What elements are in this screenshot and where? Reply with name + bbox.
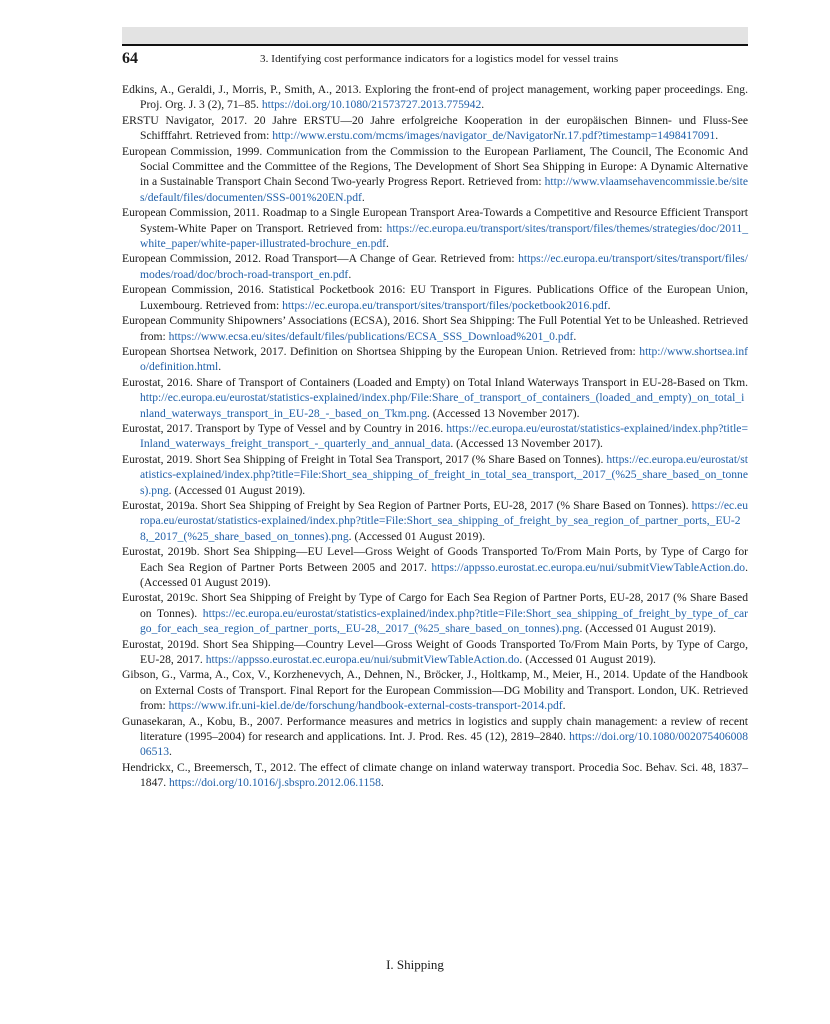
reference-text: European Shortsea Network, 2017. Definition on Shortsea Shipping by the European Union. Retrieved from: (122, 344, 640, 358)
reference-text: European Community Shipowners’ Associations (ECSA), 2016. Short Sea Shipping: The Full Potential Yet to be Unleashed. Retrieved from: (122, 314, 748, 343)
reference-link[interactable]: https://ec.europa.eu/transport/sites/transport/files/pocketbook2016.pdf (282, 298, 608, 312)
reference-link[interactable]: http://ec.europa.eu/eurostat/statistics-explained/index.php/File:Share_of_transport_of_containers_(loaded_and_empty)_on_total_inland_waterways_transport_in_EU-28_-_based_on_Tkm.png (140, 391, 745, 420)
reference-text: Eurostat, 2019b. Short Sea Shipping—EU Level—Gross Weight of Goods Transported To/From Main Ports, by Type of Cargo for Each Sea Region of Partner Ports Between 2005 and 2017. (122, 545, 748, 574)
reference-text: ERSTU Navigator, 2017. 20 Jahre ERSTU—20 Jahre erfolgreiche Kooperation in der europäischen Binnen- und Fluss-See Schifffahrt. Retrieved from: (122, 113, 748, 143)
reference-entry (122, 637, 748, 668)
footer-section-label: I. Shipping (386, 957, 444, 972)
reference-suffix: . (Accessed 13 November 2017). (426, 406, 580, 420)
reference-suffix: . (Accessed 01 August 2019). (579, 622, 717, 636)
reference-text: European Commission, 2016. Statistical Pocketbook 2016: EU Transport in Figures. Publications Office of the European Union, Luxembourg. Retrieved from: (122, 283, 748, 312)
reference-link[interactable]: https://ec.europa.eu/eurostat/statistics-explained/index.php?title=File:Short_sea_shipping_of_freight_by_type_of_cargo_for_each_sea_region_of_partner_ports,_EU-28,_2017_(%25_share_based_on_tonnes).png (140, 606, 748, 636)
reference-entry (122, 452, 748, 498)
reference-text: Eurostat, 2016. Share of Transport of Containers (Loaded and Empty) on Total Inland Waterways Transport in EU-28-Based on Tkm. (122, 375, 748, 389)
reference-link[interactable]: http://www.erstu.com/mcms/images/navigator_de/NavigatorNr.17.pdf?timestamp=1498417091 (272, 129, 716, 143)
reference-link[interactable]: https://ec.europa.eu/transport/sites/transport/files/modes/road/doc/broch-road-transport_en.pdf (140, 252, 748, 281)
reference-suffix: . (168, 745, 172, 759)
reference-text: Eurostat, 2019a. Short Sea Shipping of Freight by Sea Region of Partner Ports, EU-28, 2017 (% Share Based on Tonnes). (122, 498, 692, 512)
reference-link[interactable]: https://ec.europa.eu/eurostat/statistics-explained/index.php?title=File:Short_sea_shipping_of_freight_by_sea_region_of_partner_ports,_EU-28,_2017_(%25_share_based_on_tonnes).png (140, 498, 748, 543)
reference-entry (122, 344, 748, 375)
reference-suffix: . (562, 699, 566, 713)
reference-entry (122, 251, 748, 282)
reference-suffix: . (218, 360, 222, 374)
reference-entry (122, 205, 748, 251)
reference-link[interactable]: https://doi.org/10.1080/00207540600806513 (140, 730, 748, 759)
reference-suffix: . (Accessed 01 August 2019). (140, 560, 748, 589)
reference-text: European Commission, 1999. Communication from the Commission to the European Parliament, The Council, The Economic And Social Committee and the Committee of the Regions, The Development of Short Sea Shipping in Europe: A Dynamic Alternative in a Sustainable Transport Chain Second Two-yearly Progress Report. Retrieved from: (122, 144, 748, 189)
reference-suffix: . (481, 98, 485, 112)
reference-link[interactable]: https://doi.org/10.1080/21573727.2013.775942 (261, 98, 482, 112)
reference-link[interactable]: https://ec.europa.eu/eurostat/statistics-explained/index.php?title=Inland_waterways_freight_transport_-_quarterly_and_annual_data (140, 421, 748, 451)
reference-link[interactable]: https://appsso.eurostat.ec.europa.eu/nui/submitViewTableAction.do (205, 653, 520, 667)
reference-entry (122, 498, 748, 544)
reference-text: Gunasekaran, A., Kobu, B., 2007. Performance measures and metrics in logistics and supply chain management: a review of recent literature (1995–2004) for research and applications. Int. J. Prod. Res. 45 (12), 2819–2840. (122, 714, 748, 744)
reference-entry (122, 375, 748, 421)
reference-suffix: . (607, 298, 611, 312)
reference-suffix: . (Accessed 01 August 2019). (348, 529, 486, 543)
reference-entry (122, 82, 748, 113)
reference-suffix: . (386, 237, 389, 251)
reference-entry (122, 113, 748, 144)
reference-link[interactable]: https://www.ifr.uni-kiel.de/de/forschung/handbook-external-costs-transport-2014.pdf (168, 699, 563, 713)
chapter-title: 3. Identifying cost performance indicators for a logistics model for vessel trains (260, 53, 619, 65)
reference-suffix: . (Accessed 01 August 2019). (519, 653, 656, 667)
reference-suffix: . (380, 776, 384, 790)
reference-link[interactable]: https://appsso.eurostat.ec.europa.eu/nui/submitViewTableAction.do (431, 560, 746, 574)
reference-link[interactable]: https://doi.org/10.1016/j.sbspro.2012.06.1158 (168, 776, 381, 790)
reference-entry (122, 282, 748, 313)
reference-text: Eurostat, 2019d. Short Sea Shipping—Country Level—Gross Weight of Goods Transported To/From Main Ports, by Type of Cargo, EU-28, 2017. (122, 637, 748, 667)
reference-link[interactable]: http://www.vlaamsehavencommissie.be/sites/default/files/documenten/SSS-001%20EN.pdf (140, 175, 748, 204)
reference-suffix: . (361, 190, 365, 204)
reference-entry (122, 544, 748, 590)
reference-text: European Commission, 2012. Road Transport—A Change of Gear. Retrieved from: (122, 252, 519, 266)
reference-suffix: . (715, 129, 719, 143)
reference-text: European Commission, 2011. Roadmap to a Single European Transport Area-Towards a Competitive and Resource Efficient Transport System-White Paper on Transport. Retrieved from: (122, 206, 748, 235)
page-number: 64 (122, 50, 138, 67)
header-rule (122, 44, 748, 46)
reference-text: Eurostat, 2017. Transport by Type of Vessel and by Country in 2016. (122, 421, 447, 435)
reference-text: Edkins, A., Geraldi, J., Morris, P., Smith, A., 2013. Exploring the front-end of project management, working paper proceedings. Eng. Proj. Org. J. 3 (2), 71–85. (122, 83, 748, 112)
reference-text: Eurostat, 2019c. Short Sea Shipping of Freight by Type of Cargo for Each Sea Region of Partner Ports, EU-28, 2017 (% Share Based on Tonnes). (122, 591, 748, 620)
reference-entry (122, 667, 748, 713)
reference-text: Gibson, G., Varma, A., Cox, V., Korzhenevych, A., Dehnen, N., Bröcker, J., Holtkamp, M., Meier, H., 2014. Update of the Handbook on External Costs of Transport. Final Report for the European Commission—DG Mobility and Transport. London, UK. Retrieved from: (122, 668, 748, 713)
reference-entry (122, 313, 748, 344)
reference-entry (122, 144, 748, 206)
reference-list (122, 82, 748, 791)
reference-text: Hendrickx, C., Breemersch, T., 2012. The effect of climate change on inland waterway transport. Procedia Soc. Behav. Sci. 48, 1837–1847. (122, 760, 748, 790)
header-bar (122, 27, 748, 44)
reference-entry (122, 590, 748, 636)
reference-entry (122, 714, 748, 760)
reference-suffix: . (Accessed 01 August 2019). (168, 483, 306, 497)
reference-suffix: . (573, 329, 577, 343)
reference-suffix: . (348, 267, 352, 281)
reference-suffix: . (Accessed 13 November 2017). (450, 437, 603, 451)
reference-entry (122, 421, 748, 452)
reference-link[interactable]: https://ec.europa.eu/transport/sites/transport/files/themes/strategies/doc/2011_white_paper/white-paper-illustrated-brochure_en.pdf (140, 221, 748, 251)
reference-link[interactable]: https://ec.europa.eu/eurostat/statistics-explained/index.php?title=File:Short_sea_shipping_of_freight_in_total_sea_transport,_2017_(%25_share_based_on_tonnes).png (140, 452, 748, 497)
reference-text: Eurostat, 2019. Short Sea Shipping of Freight in Total Sea Transport, 2017 (% Share Based on Tonnes). (122, 452, 607, 466)
reference-link[interactable]: https://www.ecsa.eu/sites/default/files/publications/ECSA_SSS_Download%201_0.pdf (168, 329, 574, 343)
reference-entry (122, 760, 748, 791)
reference-link[interactable]: http://www.shortsea.info/definition.html (140, 344, 748, 374)
